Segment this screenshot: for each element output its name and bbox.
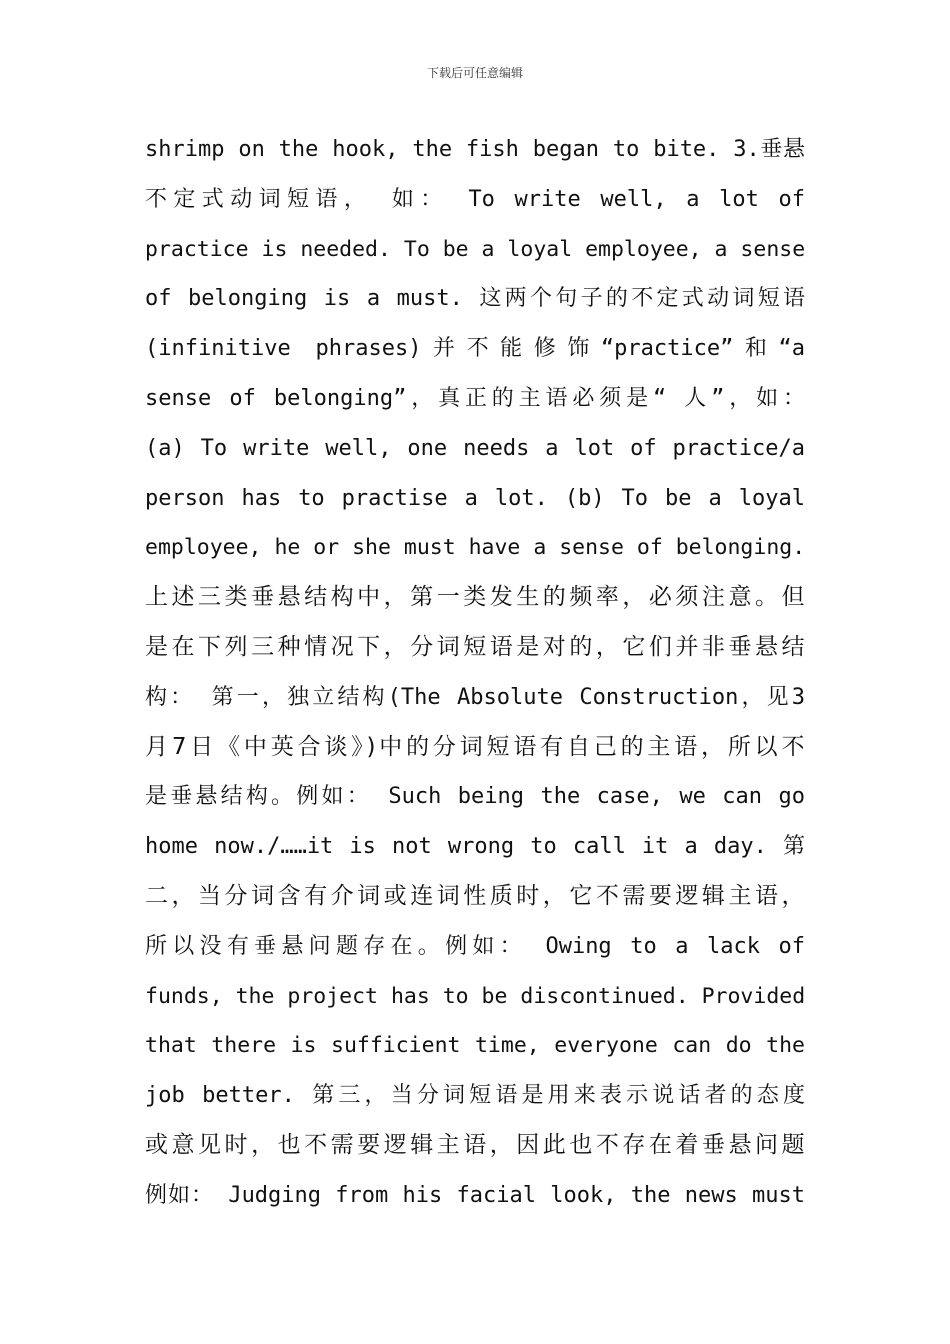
text-line: 二，当分词含有介词或连词性质时，它不需要逻辑主语， <box>145 882 805 909</box>
document-body <box>145 125 805 1221</box>
text-line: funds, the project has to be discontinued. Provided <box>145 983 805 1009</box>
page-header: 下载后可任意编辑 <box>426 66 523 80</box>
text-line: (infinitive phrases)并不能修饰“practice”和“a <box>145 336 805 362</box>
text-line: 不定式动词短语， 如： To write well, a lot of <box>145 186 805 212</box>
text-line: sense of belonging”，真正的主语必须是“ 人”，如： <box>145 385 805 411</box>
text-line: 是在下列三种情况下，分词短语是对的，它们并非垂悬结 <box>145 633 805 660</box>
text-line: 构： 第一，独立结构(The Absolute Construction，见3 <box>145 684 805 710</box>
text-line: 上述三类垂悬结构中，第一类发生的频率，必须注意。但 <box>145 584 805 611</box>
text-line: 或意见时，也不需要逻辑主语，因此也不存在着垂悬问题 <box>145 1131 805 1158</box>
text-line: job better. 第三，当分词短语是用来表示说话者的态度 <box>145 1083 805 1109</box>
text-line: practice is needed. To be a loyal employee, a sense <box>145 236 805 262</box>
text-line: shrimp on the hook, the fish began to bite. 3.垂悬 <box>145 137 805 162</box>
text-line: person has to practise a lot. (b) To be a loyal <box>145 485 805 511</box>
text-line: of belonging is a must. 这两个句子的不定式动词短语 <box>145 286 805 312</box>
text-line: home now./……it is not wrong to call it a day. 第 <box>145 834 805 860</box>
text-line: 月7日《中英合谈》)中的分词短语有自己的主语，所以不 <box>145 733 805 760</box>
text-line: 例如： Judging from his facial look, the news must <box>145 1182 805 1208</box>
text-line: that there is sufficient time, everyone can do the <box>145 1033 805 1059</box>
text-line: employee, he or she must have a sense of belonging. <box>145 535 805 561</box>
text-line: (a) To write well, one needs a lot of practice/a <box>145 435 805 461</box>
text-line: 所以没有垂悬问题存在。例如： Owing to a lack of <box>145 933 805 959</box>
text-line: 是垂悬结构。例如： Such being the case, we can go <box>145 784 805 810</box>
